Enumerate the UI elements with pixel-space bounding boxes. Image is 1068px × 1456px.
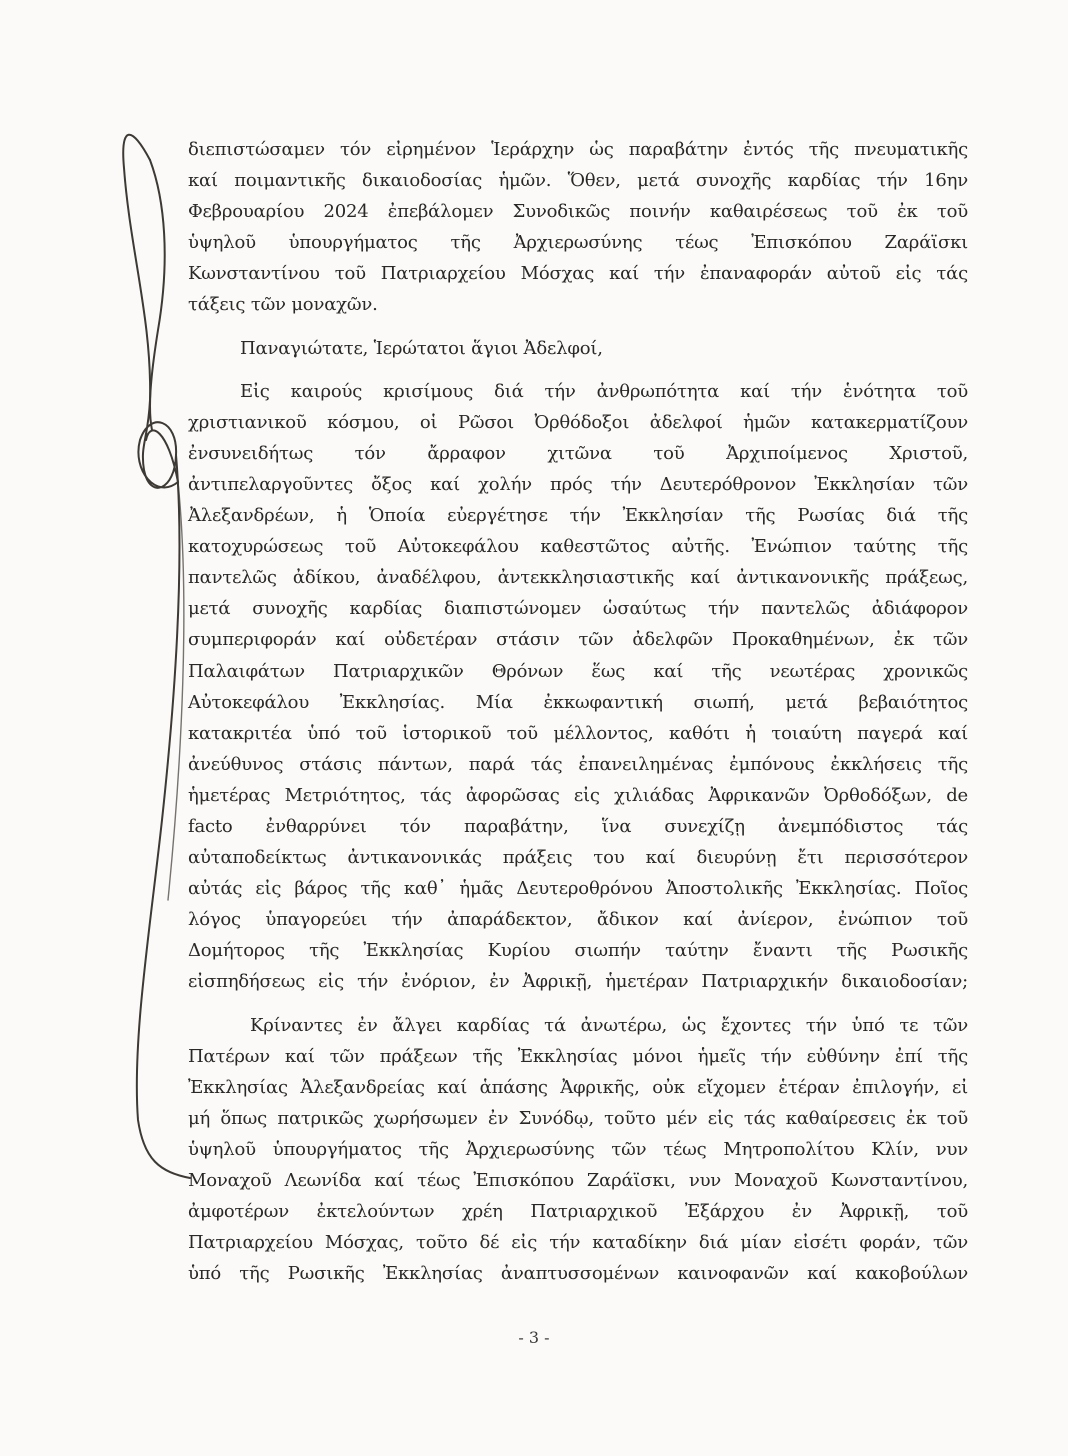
text-line: τάξεις τῶν μοναχῶν.: [188, 294, 378, 316]
text-line: Παλαιφάτων Πατριαρχικῶν Θρόνων ἕως καί τῆς νεωτέρας χρονικῶς: [188, 660, 968, 682]
text-line: Πατέρων καί τῶν πράξεων τῆς Ἐκκλησίας μόνοι ἡμεῖς τήν εὐθύνην ἐπί τῆς: [188, 1045, 968, 1067]
text-line: εἰσπηδήσεως εἰς τήν ἐνόριον, ἐν Ἀφρικῇ, ἡμετέραν Πατριαρχικήν δικαιοδοσίαν;: [188, 971, 968, 993]
text-line: Ἐκκλησίας Ἀλεξανδρείας καί ἁπάσης Ἀφρικῆς, οὐκ εἴχομεν ἑτέραν ἐπιλογήν, εἰ: [188, 1076, 968, 1098]
text-line: ἡμετέρας Μετριότητος, τάς ἀφορῶσας εἰς χιλιάδας Ἀφρικανῶν Ὀρθοδόξων, de: [188, 784, 968, 806]
text-line: παντελῶς ἀδίκου, ἀναδέλφου, ἀντεκκλησιαστικῆς καί ἀντικανονικῆς πράξεως,: [188, 567, 968, 589]
text-line: κατοχυρώσεως τοῦ Αὐτοκεφάλου καθεστῶτος αὐτῆς. Ἐνώπιον ταύτης τῆς: [188, 536, 968, 558]
text-line: ἀνεύθυνος στάσις πάντων, παρά τάς ἐπανειλημένας ἐμπόνους ἐκκλήσεις τῆς: [188, 753, 968, 775]
page-number: - 3 -: [518, 1328, 550, 1347]
text-line: διεπιστώσαμεν τόν εἰρημένον Ἱεράρχην ὡς παραβάτην ἐντός τῆς πνευματικῆς: [188, 139, 968, 160]
document-body: [188, 134, 968, 1289]
text-line: Δομήτορος τῆς Ἐκκλησίας Κυρίου σιωπήν ταύτην ἔναντι τῆς Ρωσικῆς: [188, 940, 968, 962]
text-line: συμπεριφοράν καί οὐδετέραν στάσιν τῶν ἀδελφῶν Προκαθημένων, ἐκ τῶν: [188, 629, 968, 651]
text-line: λόγος ὑπαγορεύει τήν ἀπαράδεκτον, ἄδικον καί ἀνίερον, ἐνώπιον τοῦ: [188, 909, 968, 931]
text-line: μή ὅπως πατρικῶς χωρήσωμεν ἐν Συνόδῳ, τοῦτο μέν εἰς τάς καθαίρεσεις ἐκ τοῦ: [188, 1107, 968, 1129]
text-line: Πατριαρχείου Μόσχας, τοῦτο δέ εἰς τήν καταδίκην διά μίαν εἰσέτι φοράν, τῶν: [188, 1232, 968, 1254]
text-line: ἀμφοτέρων ἐκτελούντων χρέη Πατριαρχικοῦ Ἐξάρχου ἐν Ἀφρικῇ, τοῦ: [188, 1201, 968, 1223]
text-line: Κωνσταντίνου τοῦ Πατριαρχείου Μόσχας καί τήν ἐπαναφοράν αὐτοῦ εἰς τάς: [188, 263, 968, 285]
text-line: facto ἐνθαρρύνει τόν παραβάτην, ἵνα συνεχίζῃ ἀνεμπόδιστος τάς: [188, 815, 968, 837]
text-line: ὑψηλοῦ ὑπουργήματος τῆς Ἀρχιερωσύνης τῶν τέως Μητροπολίτου Κλίν, νυν: [188, 1138, 968, 1160]
text-line: κατακριτέα ὑπό τοῦ ἱστορικοῦ τοῦ μέλλοντος, καθότι ἡ τοιαύτη παγερά καί: [188, 722, 968, 744]
text-line: ὑπό τῆς Ρωσικῆς Ἐκκλησίας ἀναπτυσσομένων καινοφανῶν καί κακοβούλων: [188, 1263, 968, 1285]
text-line: καί ποιμαντικῆς δικαιοδοσίας ἡμῶν. Ὅθεν, μετά συνοχῆς καρδίας τήν 16ην: [188, 170, 968, 192]
text-line: Αὐτοκεφάλου Ἐκκλησίας. Μία ἐκκωφαντική σιωπή, μετά βεβαιότητος: [188, 691, 968, 713]
text-line: Ἀλεξανδρέων, ἡ Ὁποία εὐεργέτησε τήν Ἐκκλησίαν τῆς Ρωσίας διά τῆς: [188, 505, 968, 527]
text-line: αὐταποδείκτως ἀντικανονικάς πράξεις του καί διευρύνῃ ἔτι περισσότερον: [188, 847, 968, 869]
salutation: Παναγιώτατε, Ἱερώτατοι ἅγιοι Ἀδελφοί,: [240, 337, 603, 359]
text-line: Κρίναντες ἐν ἄλγει καρδίας τά ἀνωτέρω, ὡς ἔχοντες τήν ὑπό τε τῶν: [250, 1014, 968, 1036]
text-line: μετά συνοχῆς καρδίας διαπιστώνομεν ὡσαύτως τήν παντελῶς ἀδιάφορον: [188, 598, 968, 620]
text-line: Φεβρουαρίου 2024 ἐπεβάλομεν Συνοδικῶς ποινήν καθαιρέσεως τοῦ ἐκ τοῦ: [188, 201, 968, 223]
text-line: Μοναχοῦ Λεωνίδα καί τέως Ἐπισκόπου Ζαράϊσκι, νυν Μοναχοῦ Κωνσταντίνου,: [188, 1170, 968, 1191]
text-line: ὑψηλοῦ ὑπουργήματος τῆς Ἀρχιερωσύνης τέως Ἐπισκόπου Ζαράϊσκι: [188, 232, 968, 254]
text-line: Εἰς καιρούς κρισίμους διά τήν ἀνθρωπότητα καί τήν ἑνότητα τοῦ: [240, 380, 968, 402]
text-line: ἀντιπελαργοῦντες ὄξος καί χολήν πρός τήν Δευτερόθρονον Ἐκκλησίαν τῶν: [188, 473, 968, 495]
text-line: ἐνσυνειδήτως τόν ἄρραφον χιτῶνα τοῦ Ἀρχιποίμενος Χριστοῦ,: [188, 442, 968, 464]
text-line: αὐτάς εἰς βάρος τῆς καθ᾽ ἡμᾶς Δευτεροθρόνου Ἀποστολικῆς Ἐκκλησίας. Ποῖος: [188, 878, 968, 900]
text-line: χριστιανικοῦ κόσμου, οἱ Ρῶσοι Ὀρθόδοξοι ἀδελφοί ἡμῶν κατακερματίζουν: [188, 411, 968, 433]
